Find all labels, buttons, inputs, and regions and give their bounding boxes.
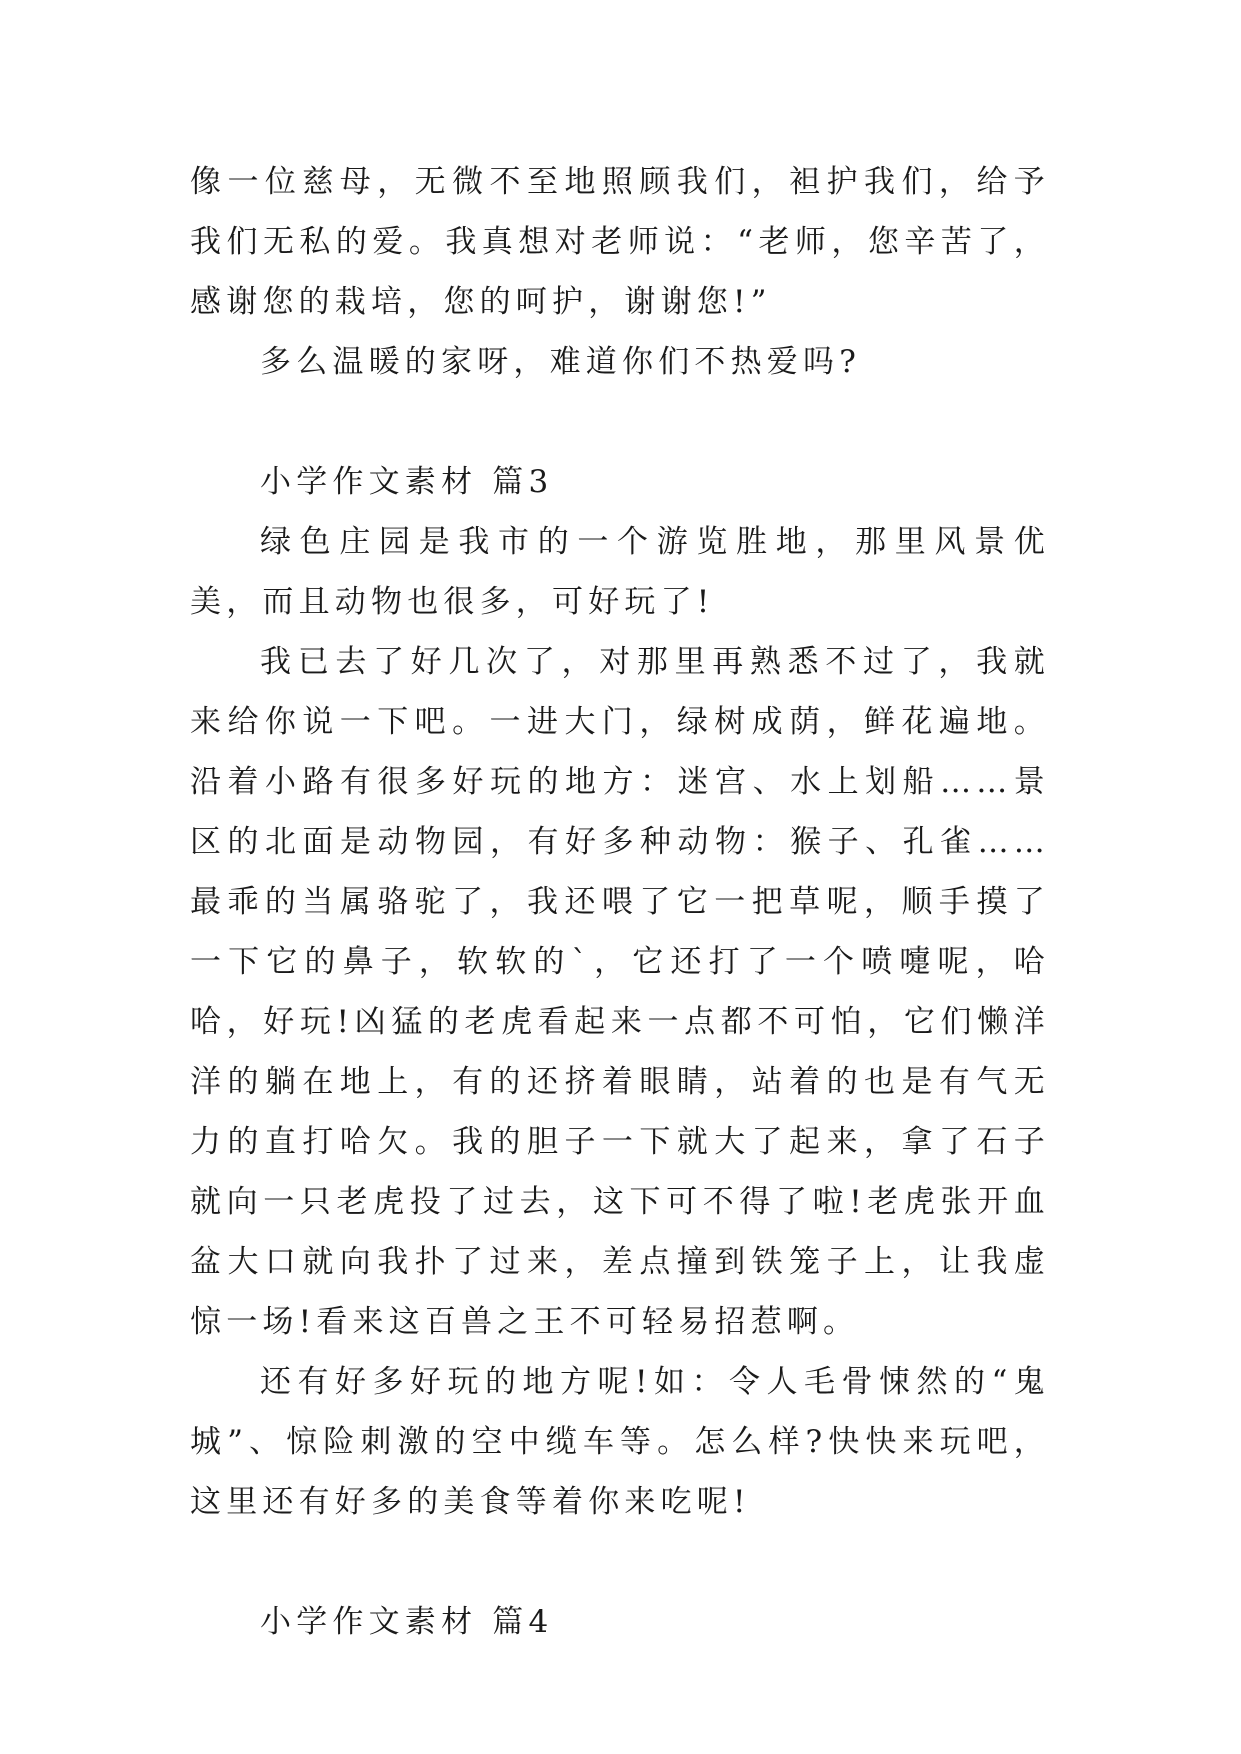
paragraph-continued: 像一位慈母，无微不至地照顾我们，袒护我们，给予我们无私的爱。我真想对老师说：“老师，您辛苦了，感谢您的栽培，您的呵护，谢谢您!” xyxy=(190,164,1050,320)
section-spacer xyxy=(190,392,1050,452)
section-spacer xyxy=(190,1532,1050,1592)
section-heading-3: 小学作文素材 篇3 xyxy=(260,464,554,500)
section3-paragraph-1: 绿色庄园是我市的一个游览胜地，那里风景优美，而且动物也很多，可好玩了! xyxy=(190,524,1050,620)
section3-paragraph-3: 还有好多好玩的地方呢!如：令人毛骨悚然的“鬼城”、惊险刺激的空中缆车等。怎么样?快快来玩吧，这里还有好多的美食等着你来吃呢! xyxy=(190,1364,1050,1520)
section-heading-4: 小学作文素材 篇4 xyxy=(260,1604,554,1640)
section3-paragraph-2: 我已去了好几次了，对那里再熟悉不过了，我就来给你说一下吧。一进大门，绿树成荫，鲜花遍地。沿着小路有很多好玩的地方：迷宫、水上划船……景区的北面是动物园，有好多种动物：猴子、孔雀……最乖的当属骆驼了，我还喂了它一把草呢，顺手摸了一下它的鼻子，软软的`，它还打了一个喷嚏呢，哈哈，好玩!凶猛的老虎看起来一点都不可怕，它们懒洋洋的躺在地上，有的还挤着眼睛，站着的也是有气无力的直打哈欠。我的胆子一下就大了起来，拿了石子就向一只老虎投了过去，这下可不得了啦!老虎张开血盆大口就向我扑了过来，差点撞到铁笼子上，让我虚惊一场!看来这百兽之王不可轻易招惹啊。 xyxy=(190,644,1050,1340)
paragraph-closing: 多么温暖的家呀，难道你们不热爱吗? xyxy=(260,344,862,380)
document-body xyxy=(190,152,1050,1652)
